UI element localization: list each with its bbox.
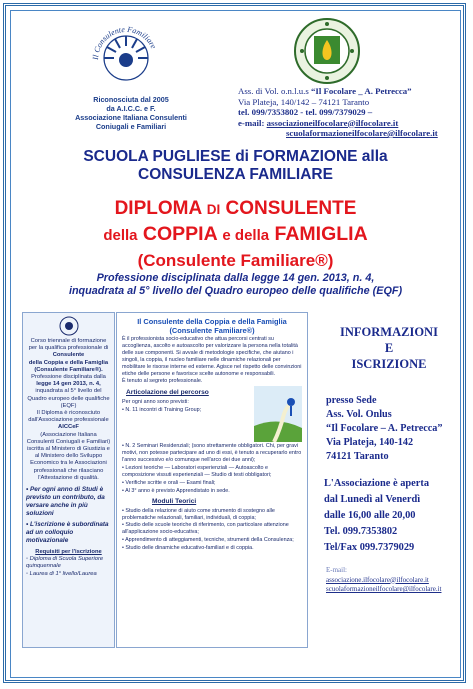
- left-column: [22, 312, 115, 648]
- contact-address: Via Plateja, 140/142 – 74121 Taranto: [238, 96, 370, 107]
- left-text: legge 14 gen 2013, n. 4,: [36, 381, 101, 388]
- opening-line: dal Lunedì al Venerdì: [324, 494, 421, 505]
- left-bullet: • Per ogni anno di Studi è previsto un contributo, da versare anche in più soluzioni: [26, 486, 105, 518]
- caption-line: Associazione Italiana Consulenti: [75, 113, 187, 122]
- section-lead: Per ogni anno sono previsti:: [122, 399, 189, 406]
- sede-line: Ass. Vol. Onlus: [326, 409, 392, 420]
- left-text: (Associazione Italiana Consulenti Coniugali e Familiari): [26, 431, 111, 445]
- opening-line: Tel/Fax 099.7379029: [324, 542, 415, 553]
- diploma-word: FAMIGLIA: [274, 223, 368, 245]
- section-item: • Apprendimento di atteggiamenti, tecniche, strumenti della Consulenza;: [122, 537, 294, 544]
- contact-name: “Il Focolare _ A. Petrecca”: [311, 86, 412, 96]
- email-link-1[interactable]: associazioneilfocolare@ilfocolare.it: [266, 117, 399, 128]
- left-text: AICCeF: [58, 424, 79, 431]
- requirements-title: Requisiti per l'iscrizione: [35, 549, 102, 556]
- diploma-word: e della: [222, 227, 270, 244]
- middle-column: [116, 312, 308, 648]
- il-focolare-logo: [292, 16, 362, 86]
- section-item: • Verifiche scritte e orali — Esami finali;: [122, 479, 216, 486]
- section-item: • Lezioni teoriche — Laboratori esperienziali — Autoascolto e composizione vissuti esperienziali — Studio di testi obbligatori;: [122, 465, 272, 478]
- sede-line: 74121 Taranto: [326, 451, 389, 462]
- sede-line: presso Sede: [326, 395, 377, 406]
- email-label: E-mail:: [326, 566, 347, 574]
- right-column: [316, 312, 462, 648]
- mid-intro: È il professionista socio-educativo che attua percorsi centrati su accoglienza, ascolto e autoascolto per valorizzare la persona nella totalità delle sue componenti. Si avvale di metodologie specifiche, che aiutano i singoli, la coppia, il nucleo familiare nelle dinamiche relazionali per mobilitare le risorse interne ed esterne. Agisce nel rispetto delle convinzioni etiche delle persone e favorisce scelte autonome e responsabili.: [122, 336, 302, 377]
- caption-line: Riconosciuta dal 2005: [93, 95, 169, 104]
- contact-prefix: Ass. di Vol. o.n.l.u.s: [238, 86, 309, 96]
- diploma-word: CONSULENTE: [225, 198, 357, 219]
- opening-line: L'Associazione è aperta: [324, 478, 430, 489]
- diploma-title: [20, 196, 451, 273]
- diploma-word: della: [103, 227, 138, 244]
- sede-block: [326, 394, 462, 464]
- mid-title-sub: (Consulente Familiare®): [169, 326, 255, 335]
- diploma-subtitle: (Consulente Familiare®): [137, 251, 334, 270]
- section-item: • Studio delle scuole teoriche di riferimento, con particolare attenzione all'applicazione socio-educativa;: [122, 522, 289, 536]
- caption-line: da A.I.C.C. e F.: [106, 104, 156, 113]
- info-heading: ISCRIZIONE: [351, 357, 427, 371]
- seal-icon: [59, 316, 79, 336]
- left-text: Professione disciplinata dalla: [31, 374, 106, 381]
- email-link-2[interactable]: scuolaformazioneilfocolare@ilfocolare.it: [286, 128, 438, 138]
- email-block: [326, 566, 462, 595]
- mid-title: Il Consulente della Coppia e della Famiglia: [137, 317, 287, 326]
- heading-line-1: SCUOLA PUGLIESE di FORMAZIONE alla: [83, 148, 388, 165]
- left-bullet: • L'iscrizione è subordinata ad un colloquio motivazionale: [26, 521, 109, 545]
- requirement-item: ◦ Laurea di 1° livello/Laurea: [26, 570, 97, 577]
- sede-line: Via Plateja, 140-142: [326, 437, 414, 448]
- sede-line: “Il Focolare – A. Petrecca”: [326, 423, 443, 434]
- section-item: • Al 3° anno è previsto Apprendistato in sede.: [122, 487, 230, 494]
- email-link[interactable]: associazione.ilfocolare@ilfocolare.it: [326, 575, 429, 584]
- left-text: Corso triennale di formazione per la qualifica professionale di: [28, 338, 109, 352]
- school-heading: [20, 148, 451, 184]
- left-text: Il Diploma è riconosciuto dall'Associazione professionale: [28, 410, 109, 424]
- subtitle-line-2: inquadrata al 5° livello del Quadro europeo delle qualifiche (EQF): [68, 285, 403, 297]
- requirement-item: ◦ Diploma di Scuola Superiore quinquennale: [26, 556, 104, 570]
- section-item: • Studio della relazione di aiuto come strumento di sostegno alle problematiche relazionali, familiari, individuali, di coppia;: [122, 507, 275, 521]
- section-title: Articolazione del percorso: [126, 389, 209, 397]
- info-heading: E: [384, 341, 394, 355]
- diploma-word: COPPIA: [142, 223, 217, 245]
- consulente-familiare-logo: [88, 18, 164, 88]
- left-text: Consulente: [52, 352, 85, 359]
- opening-line: dalle 16,00 alle 20,00: [324, 510, 416, 521]
- opening-block: [324, 476, 462, 556]
- contact-block: [238, 86, 458, 139]
- left-text: inquadrata al 5° livello del Quadro europeo delle qualifiche (EQF): [27, 388, 110, 409]
- path-illustration-icon: [254, 386, 302, 442]
- opening-line: Tel. 099.7353802: [324, 526, 398, 537]
- heading-line-2: CONSULENZA FAMILIARE: [138, 166, 333, 183]
- mid-intro-2: È tenuto al segreto professionale.: [122, 378, 203, 385]
- section-item: • Studio delle dinamiche educativo-familiari e di coppia.: [122, 545, 254, 552]
- left-text: della Coppia e della Famiglia: [28, 359, 109, 366]
- caption-line: Coniugali e Familiari: [95, 122, 167, 131]
- logo-caption: [56, 95, 206, 131]
- section-title: Moduli Teorici: [152, 497, 197, 505]
- subtitle-line-1: Professione disciplinata dalla legge 14 gen. 2013, n. 4,: [96, 272, 375, 284]
- left-text: (Consulente Familiare®).: [34, 366, 103, 373]
- info-heading: INFORMAZIONI: [340, 325, 438, 339]
- email-label: e-mail:: [238, 117, 265, 128]
- diploma-word: DI: [206, 202, 221, 217]
- section-item: • N. 11 incontri di Training Group;: [122, 407, 202, 414]
- contact-tel: tel. 099/7353802 - tel. 099/7379029 –: [238, 107, 373, 117]
- left-text: iscritta al Ministero di Giustizia e al Ministero dello Sviluppo Economico tra le Associazioni professionali che rilasciano l'Attestazione di qualità.: [27, 446, 110, 481]
- diploma-word: DIPLOMA: [114, 198, 202, 219]
- section-item: • N. 2 Seminari Residenziali; (sono strettamente obbligatori. Chi, per gravi motivi, non potesse partecipare ad uno di essi, è tenuto a recuperarlo entro l'anno successivo e/o comunque nell'arco dei due anni);: [122, 443, 302, 464]
- email-link[interactable]: scuolaformazioneilfocolare@ilfocolare.it: [326, 585, 442, 593]
- profession-subtitle: [20, 272, 451, 298]
- svg-text:Il Consulente Familiare: Il Consulente Familiare: [90, 24, 159, 61]
